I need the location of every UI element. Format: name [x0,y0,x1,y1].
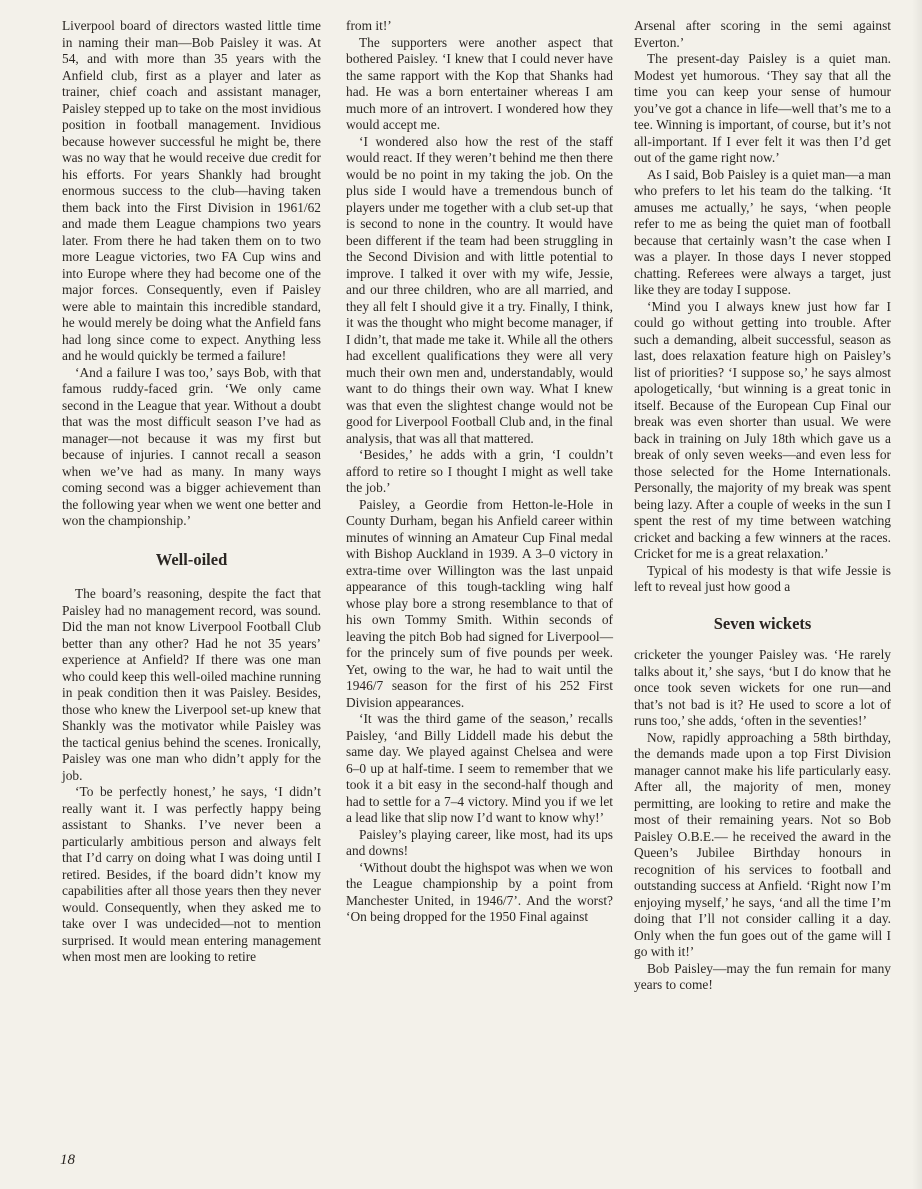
paragraph: Bob Paisley—may the fun remain for many years to come! [634,960,891,992]
page-number: 18 [60,1152,75,1168]
paragraph: cricketer the younger Paisley was. ‘He rarely talks about it,’ she says, ‘but I do know that he once took seven wickets for one run—and that’s not bad is it? He used to score a lot of runs too,’ she adds, ‘often in the seventies!’ [634,647,891,728]
paragraph: ‘Besides,’ he adds with a grin, ‘I couldn’t afford to retire so I thought I might as well take the job.’ [346,447,613,495]
paragraph: ‘To be perfectly honest,’ he says, ‘I didn’t really want it. I was perfectly happy being assistant to Shanks. I’ve never been a particularly ambitious person and always felt that I’d carry on doing what I was doing until I retired. Besides, if the board didn’t know my capabilities after all those years then they never would. Consequently, when they asked me to take over I was undecided—not to mention surprised. It would mean entering management when most men are looking to retire [62,784,321,964]
paragraph: Paisley, a Geordie from Hetton-le-Hole in County Durham, began his Anfield career within minutes of winning an Amateur Cup Final medal with Bishop Auckland in 1939. A 3–0 victory in extra-time over Willington was the last unpaid appearance of this tough-tackling wing half whose play bore a strong resemblance to that of his own Tommy Smith. Within seconds of leaving the pitch Bob had signed for Liverpool—for the princely sum of five pounds per week. Yet, owing to the war, he had to wait until the 1946/7 season for the first of his 252 First Division appearances. [346,496,613,710]
paragraph: Paisley’s playing career, like most, had its ups and downs! [346,826,613,858]
paragraph: As I said, Bob Paisley is a quiet man—a man who prefers to let his team do the talking. ‘It amuses me actually,’ he says, ‘when people refer to me as being the quiet man of football because that certainly wasn’t the case when I was a player. In those days I never stopped chatting. Referees were always a target, just like they are today I suppose. [634,166,891,297]
page-edge-shadow [912,0,922,1189]
paragraph: The supporters were another aspect that bothered Paisley. ‘I knew that I could never have the same rapport with the Kop that Shanks had had. He was a born entertainer whereas I am much more of an introvert. I wondered how they would accept me. [346,34,613,132]
paragraph: Liverpool board of directors wasted little time in naming their man—Bob Paisley it was. At 54, and with more than 35 years with the Anfield club, first as a player and later as trainer, chief coach and assistant manager, Paisley stepped up to take on the most invidious position in football management. Invidious because however successful he might be, there was no way that he would receive due credit for his efforts. For years Shankly had brought enormous success to the club—having taken them back into the First Division in 1961/62 and made them League champions two years later. From there he had taken them on to two more League victories, two FA Cup wins and into Europe where they had become one of the major forces. Consequently, even if Paisley were able to maintain this incredible standard, he would merely be doing what the Anfield fans had long since come to expect. Anything less and he would quickly be termed a failure! [62,18,321,363]
article-column-2 [346,18,613,926]
paragraph: ‘It was the third game of the season,’ recalls Paisley, ‘and Billy Liddell made his debut the same day. We played against Chelsea and were 6–0 up at half-time. I seem to remember that we took it a bit easy in the second-half though and had to settle for a 7–4 victory. Mind you if we let a lead like that slip now I’d want to know why!’ [346,711,613,825]
article-column-3 [634,18,891,994]
paragraph: ‘And a failure I was too,’ says Bob, with that famous ruddy-faced grin. ‘We only came second in the League that year. Without a doubt that was the most difficult season I’ve had as manager—not because it was my first but because of injuries. I cannot recall a season when we’ve had as many. In many ways coming second was a bigger achievement than the following year when we went one better and won the championship.’ [62,364,321,528]
paragraph: ‘I wondered also how the rest of the staff would react. If they weren’t behind me then there would be no point in my taking the job. On the plus side I would have a tremendous bunch of players under me together with a club set-up that is second to none in the country. It would have been different if the team had been struggling in the Second Division and with little potential to improve. I talked it over with my wife, Jessie, and our three children, who are all married, and they all felt I should give it a try. Finally, I think, it was the thought who might become manager, if I didn’t, that made me take it. While all the others had excellent qualifications they were all very much their own men and, understandably, would want to do things their own way. What I knew was that even the slightest change would not be good for Liverpool Football Club and, in the final analysis, that was all that mattered. [346,133,613,446]
section-heading-well-oiled: Well-oiled [155,549,228,569]
paragraph: Typical of his modesty is that wife Jessie is left to reveal just how good a [634,562,891,594]
paragraph: Now, rapidly approaching a 58th birthday, the demands made upon a top First Division manager cannot make his life particularly easy. After all, the majority of men, money permitting, are looking to retire and make the most of their remaining years. Not so Bob Paisley O.B.E.— he received the award in the Queen’s Jubilee Birthday honours in recognition of his services to football and outstanding success at Anfield. ‘Right now I’m enjoying myself,’ he says, ‘and all the time I’m doing that I’ll not consider calling it a day. Only when the fun goes out of the game will I go with it!’ [634,729,891,959]
paragraph: The present-day Paisley is a quiet man. Modest yet humorous. ‘They say that all the time you can keep your sense of humour you’ve got a chance in life—well that’s me to a tee. Winning is important, of course, but it’s not all-important. If I ever felt it was then I’d get out of the game right now.’ [634,51,891,165]
paragraph: from it!’ [346,18,392,33]
paragraph: The board’s reasoning, despite the fact that Paisley had no management record, was sound. Did the man not know Liverpool Football Club better than any other? Had he not 35 years’ experience at Anfield? If there was one man who could keep this well-oiled machine running in peak condition then it was Paisley. Besides, those who knew the Liverpool set-up knew that Shankly was the motivator while Paisley was the tactical genius behind the scenes. Ironically, Paisley was one man who didn’t apply for the job. [62,586,321,783]
article-column-1 [62,18,321,966]
paragraph: ‘Without doubt the highspot was when we won the League championship by a point from Manchester United, in 1946/7’. And the worst? ‘On being dropped for the 1950 Final against [346,859,613,924]
paragraph: ‘Mind you I always knew just how far I could go without getting into trouble. After such a demanding, albeit successful, season as last, does relaxation feature high on Paisley’s list of priorities? ‘I suppose so,’ he says almost apologetically, ‘but winning is a great tonic in itself. Because of the European Cup Final our break was even shorter than usual. We were back in training on July 18th which gave us a break of only seven weeks—and even less for those selected for the Home Internationals. Personally, the majority of my break was spent being lazy. After a couple of weeks in the sun I spent the rest of my time between watching cricket and backing a few winners at the races. Cricket for me is a great relaxation.’ [634,298,891,561]
section-heading-seven-wickets: Seven wickets [713,613,812,633]
paragraph: Arsenal after scoring in the semi against Everton.’ [634,18,891,50]
